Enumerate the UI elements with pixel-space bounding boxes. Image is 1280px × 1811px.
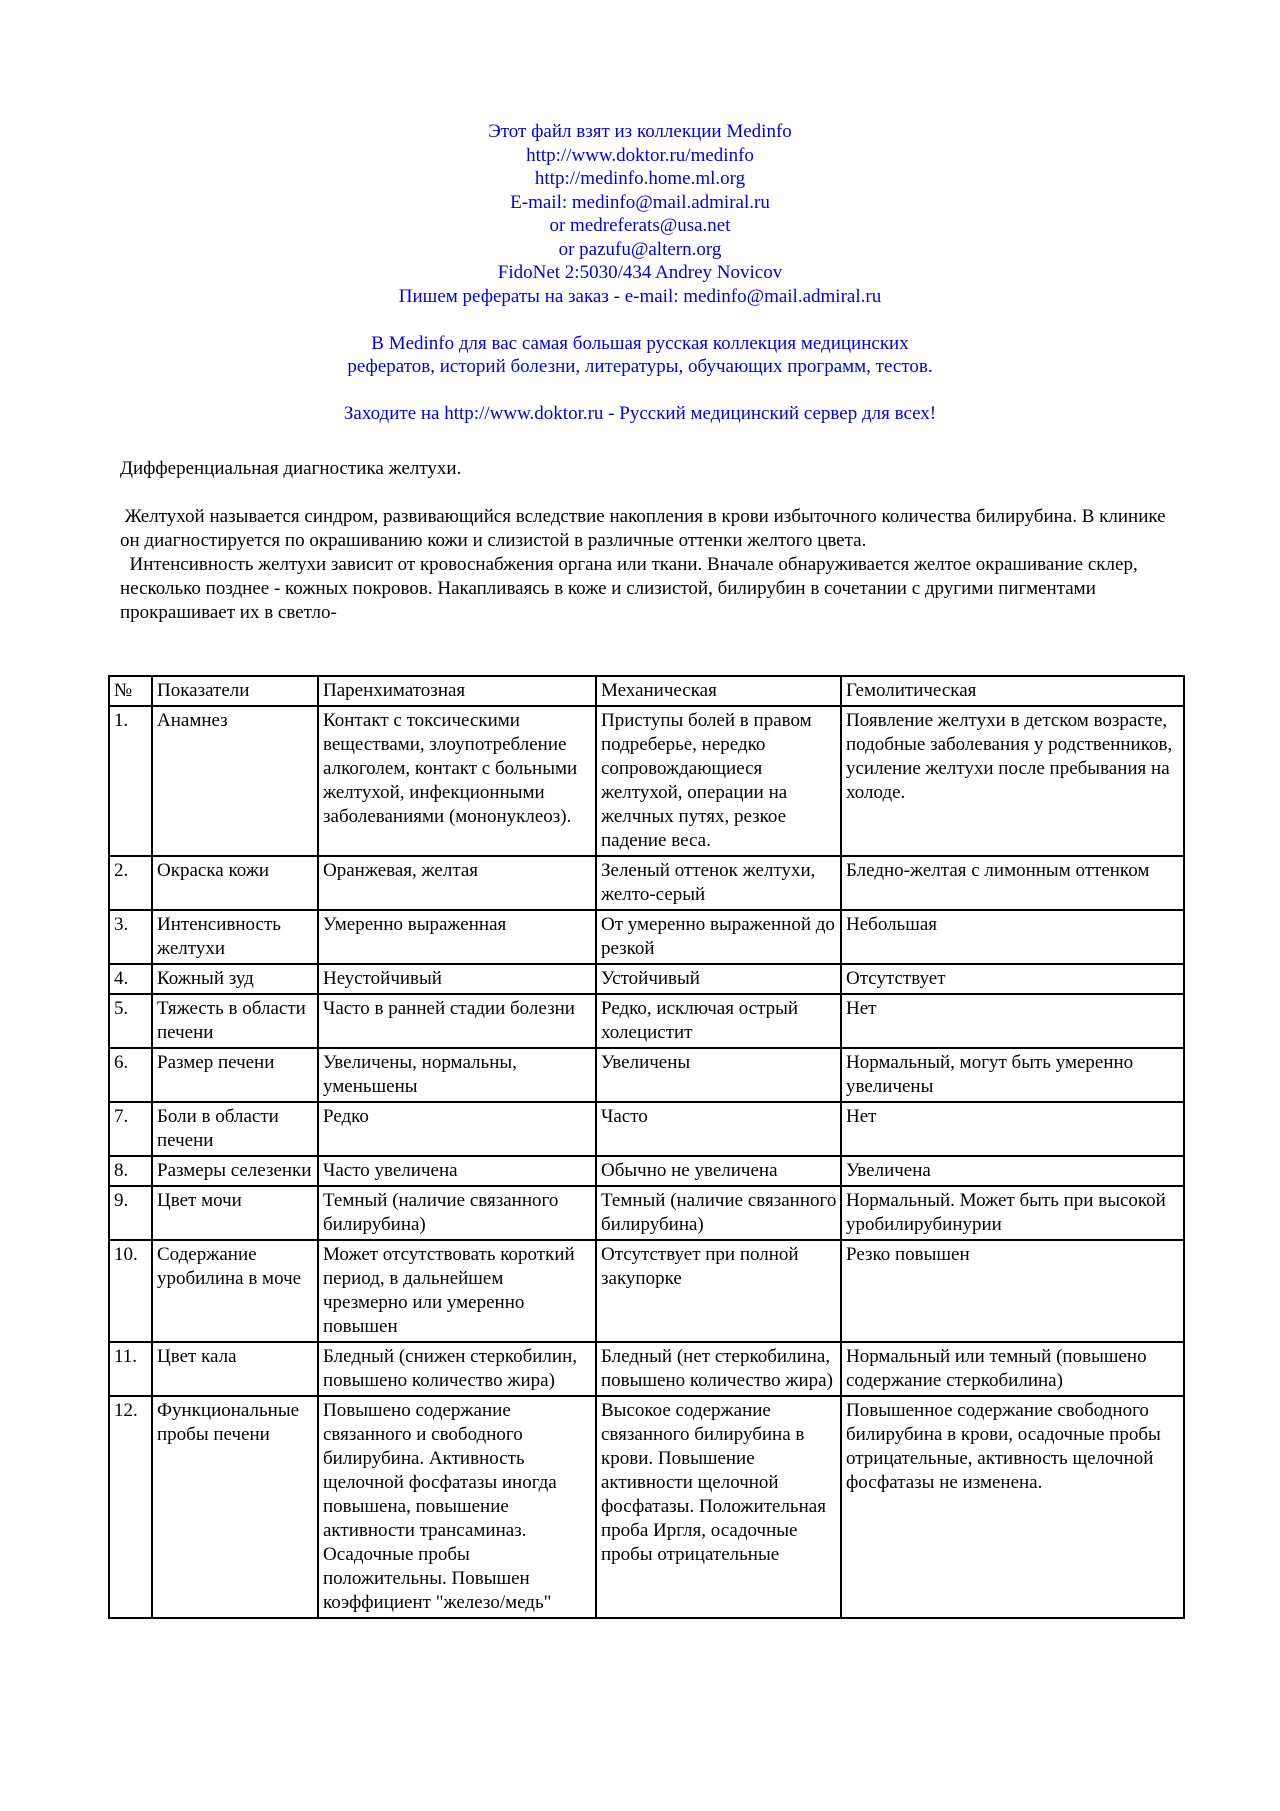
hemolytic-cell: Повышенное содержание свободного билирубина в крови, осадочные пробы отрицательные, активность щелочной фосфатазы не изменена. xyxy=(841,1396,1184,1618)
intro-text xyxy=(120,505,1180,625)
table-row xyxy=(109,1240,1184,1342)
row-number-cell: 12. xyxy=(109,1396,152,1618)
table-row xyxy=(109,1102,1184,1156)
hemolytic-cell: Нет xyxy=(841,1102,1184,1156)
indicator-cell: Боли в области печени xyxy=(152,1102,318,1156)
table-row xyxy=(109,706,1184,856)
indicator-cell: Содержание уробилина в моче xyxy=(152,1240,318,1342)
row-number-cell: 9. xyxy=(109,1186,152,1240)
parenchymal-cell: Бледный (снижен стеркобилин, повышено количество жира) xyxy=(318,1342,596,1396)
indicator-cell: Размер печени xyxy=(152,1048,318,1102)
header-email[interactable]: E-mail: medinfo@mail.admiral.ru xyxy=(510,191,770,213)
indicator-cell: Интенсивность желтухи xyxy=(152,910,318,964)
table-row xyxy=(109,1186,1184,1240)
row-number-cell: 8. xyxy=(109,1156,152,1186)
table-row xyxy=(109,910,1184,964)
table-row xyxy=(109,964,1184,994)
table-row xyxy=(109,1396,1184,1618)
header-line: FidoNet 2:5030/434 Andrey Novicov xyxy=(497,262,783,283)
header-cell-number: № xyxy=(109,676,152,706)
parenchymal-cell: Неустойчивый xyxy=(318,964,596,994)
row-number-cell: 5. xyxy=(109,994,152,1048)
row-number-cell: 10. xyxy=(109,1240,152,1342)
mechanical-cell: Обычно не увеличена xyxy=(596,1156,841,1186)
header-cell-mechanical: Механическая xyxy=(596,676,841,706)
mechanical-cell: Устойчивый xyxy=(596,964,841,994)
indicator-cell: Анамнез xyxy=(152,706,318,856)
row-number-cell: 4. xyxy=(109,964,152,994)
hemolytic-cell: Увеличена xyxy=(841,1156,1184,1186)
intro-paragraph: Желтухой называется синдром, развивающийся вследствие накопления в крови избыточного количества билирубина. В клинике он диагностируется по окрашиванию кожи и слизистой в различные оттенки желтого цвета. xyxy=(120,506,1171,551)
hemolytic-cell: Нормальный. Может быть при высокой уробилирубинурии xyxy=(841,1186,1184,1240)
medinfo-header xyxy=(110,120,1170,426)
hemolytic-cell: Небольшая xyxy=(841,910,1184,964)
diagnosis-table xyxy=(108,675,1185,1619)
parenchymal-cell: Часто в ранней стадии болезни xyxy=(318,994,596,1048)
row-number-cell: 2. xyxy=(109,856,152,910)
row-number-cell: 7. xyxy=(109,1102,152,1156)
promo-line: В Medinfo для вас самая большая русская коллекция медицинских xyxy=(371,332,909,354)
intro-paragraph: Интенсивность желтухи зависит от кровоснабжения органа или ткани. Вначале обнаруживается желтое окрашивание склер, несколько позднее - кожных покровов. Накапливаясь в коже и слизистой, билирубин в сочетании с другими пигментами прокрашивает их в светло- xyxy=(120,554,1143,623)
hemolytic-cell: Бледно-желтая с лимонным оттенком xyxy=(841,856,1184,910)
hemolytic-cell: Появление желтухи в детском возрасте, подобные заболевания у родственников, усиление желтухи после пребывания на холоде. xyxy=(841,706,1184,856)
table-header-row xyxy=(109,676,1184,706)
header-email[interactable]: or pazufu@altern.org xyxy=(558,238,722,260)
indicator-cell: Функциональные пробы печени xyxy=(152,1396,318,1618)
mechanical-cell: Высокое содержание связанного билирубина в крови. Повышение активности щелочной фосфатазы. Положительная проба Иргля, осадочные пробы отрицательные xyxy=(596,1396,841,1618)
document-title: Дифференциальная диагностика желтухи. xyxy=(120,458,462,479)
hemolytic-cell: Нормальный, могут быть умеренно увеличены xyxy=(841,1048,1184,1102)
hemolytic-cell: Нормальный или темный (повышено содержание стеркобилина) xyxy=(841,1342,1184,1396)
header-cell-indicator: Показатели xyxy=(152,676,318,706)
hemolytic-cell: Отсутствует xyxy=(841,964,1184,994)
parenchymal-cell: Умеренно выраженная xyxy=(318,910,596,964)
table-row xyxy=(109,1048,1184,1102)
parenchymal-cell: Контакт с токсическими веществами, злоупотребление алкоголем, контакт с больными желтухой, инфекционными заболеваниями (мононуклеоз). xyxy=(318,706,596,856)
header-cell-hemolytic: Гемолитическая xyxy=(841,676,1184,706)
row-number-cell: 11. xyxy=(109,1342,152,1396)
indicator-cell: Тяжесть в области печени xyxy=(152,994,318,1048)
indicator-cell: Цвет мочи xyxy=(152,1186,318,1240)
indicator-cell: Окраска кожи xyxy=(152,856,318,910)
mechanical-cell: Темный (наличие связанного билирубина) xyxy=(596,1186,841,1240)
mechanical-cell: Отсутствует при полной закупорке xyxy=(596,1240,841,1342)
indicator-cell: Размеры селезенки xyxy=(152,1156,318,1186)
row-number-cell: 3. xyxy=(109,910,152,964)
hemolytic-cell: Нет xyxy=(841,994,1184,1048)
header-link[interactable]: http://www.doktor.ru/medinfo xyxy=(526,144,754,166)
parenchymal-cell: Оранжевая, желтая xyxy=(318,856,596,910)
parenchymal-cell: Темный (наличие связанного билирубина) xyxy=(318,1186,596,1240)
indicator-cell: Цвет кала xyxy=(152,1342,318,1396)
header-line: Этот файл взят из коллекции Medinfo xyxy=(488,121,792,142)
header-email[interactable]: or medreferats@usa.net xyxy=(549,215,731,236)
visit-line[interactable]: Заходите на http://www.doktor.ru - Русский медицинский сервер для всех! xyxy=(343,403,937,424)
table-row xyxy=(109,856,1184,910)
parenchymal-cell: Часто увеличена xyxy=(318,1156,596,1186)
mechanical-cell: Часто xyxy=(596,1102,841,1156)
table-row xyxy=(109,994,1184,1048)
parenchymal-cell: Может отсутствовать короткий период, в дальнейшем чрезмерно или умеренно повышен xyxy=(318,1240,596,1342)
header-line[interactable]: Пишем рефераты на заказ - e-mail: medinfo@mail.admiral.ru xyxy=(398,285,882,307)
mechanical-cell: Приступы болей в правом подреберье, нередко сопровождающиеся желтухой, операции на желчных путях, резкое падение веса. xyxy=(596,706,841,856)
table-row xyxy=(109,1342,1184,1396)
header-cell-parenchymal: Паренхиматозная xyxy=(318,676,596,706)
mechanical-cell: От умеренно выраженной до резкой xyxy=(596,910,841,964)
mechanical-cell: Редко, исключая острый холецистит xyxy=(596,994,841,1048)
parenchymal-cell: Редко xyxy=(318,1102,596,1156)
row-number-cell: 1. xyxy=(109,706,152,856)
header-link[interactable]: http://medinfo.home.ml.org xyxy=(534,168,746,189)
table-row xyxy=(109,1156,1184,1186)
row-number-cell: 6. xyxy=(109,1048,152,1102)
promo-line: рефератов, историй болезни, литературы, обучающих программ, тестов. xyxy=(347,356,933,377)
parenchymal-cell: Увеличены, нормальны, уменьшены xyxy=(318,1048,596,1102)
parenchymal-cell: Повышено содержание связанного и свободного билирубина. Активность щелочной фосфатазы иногда повышена, повышение активности трансаминаз. Осадочные пробы положительны. Повышен коэффициент "железо/медь" xyxy=(318,1396,596,1618)
hemolytic-cell: Резко повышен xyxy=(841,1240,1184,1342)
mechanical-cell: Бледный (нет стеркобилина, повышено количество жира) xyxy=(596,1342,841,1396)
indicator-cell: Кожный зуд xyxy=(152,964,318,994)
mechanical-cell: Зеленый оттенок желтухи, желто-серый xyxy=(596,856,841,910)
mechanical-cell: Увеличены xyxy=(596,1048,841,1102)
